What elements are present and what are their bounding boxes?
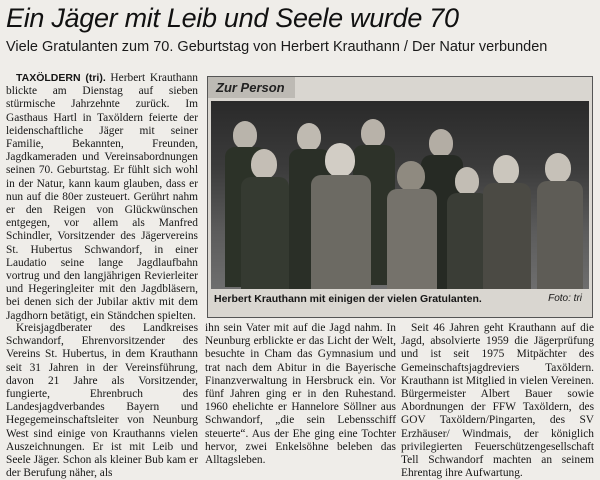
article-column-1-continued (6, 322, 198, 480)
photo-box (207, 76, 593, 318)
group-photo (211, 101, 589, 289)
article-column-1 (6, 72, 198, 323)
article-paragraph (6, 72, 198, 323)
subheadline: Viele Gratulanten zum 70. Geburtstag von Herbert Krauthann / Der Natur verbunden (6, 39, 548, 55)
article-paragraph: Seit 46 Jahren geht Krauthann auf die Jagd, absolvierte 1959 die Jägerprüfung und ist seit 1975 Mitpächter des Gemeinschaftsjagdreviers Taxöldern. Krauthann ist Mitglied in vielen Vereinen. Bürgermeister Albert Bauer sowie Abordnungen der FFW Taxöldern, des GOV Taxöldern/Pingarten, des SV Erzhäuser/ Windmais, der königlich privilegierten Feuerschützengesellschaft Tell Schwandorf machten an seinem Ehrentag ihre Aufwartung. (401, 322, 594, 480)
paragraph-text: Herbert Krauthann blickte am Dienstag auf sieben stürmische Jahrzehnte zurück. Im Gasthaus Hartl in Taxöldern feierte der leidenschaftliche Jäger mit seiner Familie, Bekannten, Freunden, Jagdkameraden und Vereinsabordnungen seinen 70. Geburtstag. Er fühlt sich wohl in der Natur, kann kaum glauben, dass er nun auf die 80er zusteuert. Gerührt nahm er den Reigen von Glückwünschen entgegen, vor allem als Manfred Schindler, Vorsitzender des Jägervereins St. Hubertus Schwandorf, in einer Laudatio seine lange Jagdlaufbahn vortrug und den langjährigen Revierleiter und Hegeringleiter mit den Jagdbläsern, bei denen sich der Jubilar aktiv mit dem Jagdhorn betätigt, ein Ständchen spielten. (6, 72, 198, 322)
article-paragraph: Kreisjagdberater des Landkreises Schwandorf, Ehrenvorsitzender des Vereins St. Hubertus, in dem Krauthann seit 31 Jahren in der Vereinsführung, davon 21 Jahre als Vorsitzender, fungierte, Ehrenbruch des Landesjagdverbandes Bayern und Hegegemeinschaftsleiter von Neunburg West sind einige von Krauthanns vielen Auszeichnungen. Er ist mit Leib und Seele Jäger. Schon als kleiner Bub kam er der Berufung näher, als (6, 322, 198, 480)
dateline: TAXÖLDERN (tri). (16, 72, 106, 84)
headline: Ein Jäger mit Leib und Seele wurde 70 (6, 3, 459, 33)
photo-caption: Herbert Krauthann mit einigen der vielen Gratulanten. (214, 293, 482, 305)
article-column-3 (401, 322, 594, 480)
photo-credit: Foto: tri (548, 293, 582, 304)
article-column-2 (205, 322, 396, 467)
photo-section-tag: Zur Person (208, 77, 295, 98)
article-paragraph: ihn sein Vater mit auf die Jagd nahm. In Neunburg erblickte er das Licht der Welt, besuchte in Cham das Gymnasium und trat nach dem Abitur in die Bayerische Finanzverwaltung in Hersbruck ein. Vor fünf Jahren ging er in den Ruhestand. 1960 ehelichte er Hannelore Söllner aus Schwandorf, „die sein Lebensschiff steuerte“. Aus der Ehe ging eine Tochter hervor, zwei Enkelsöhne beleben das Alltagsleben. (205, 322, 396, 467)
